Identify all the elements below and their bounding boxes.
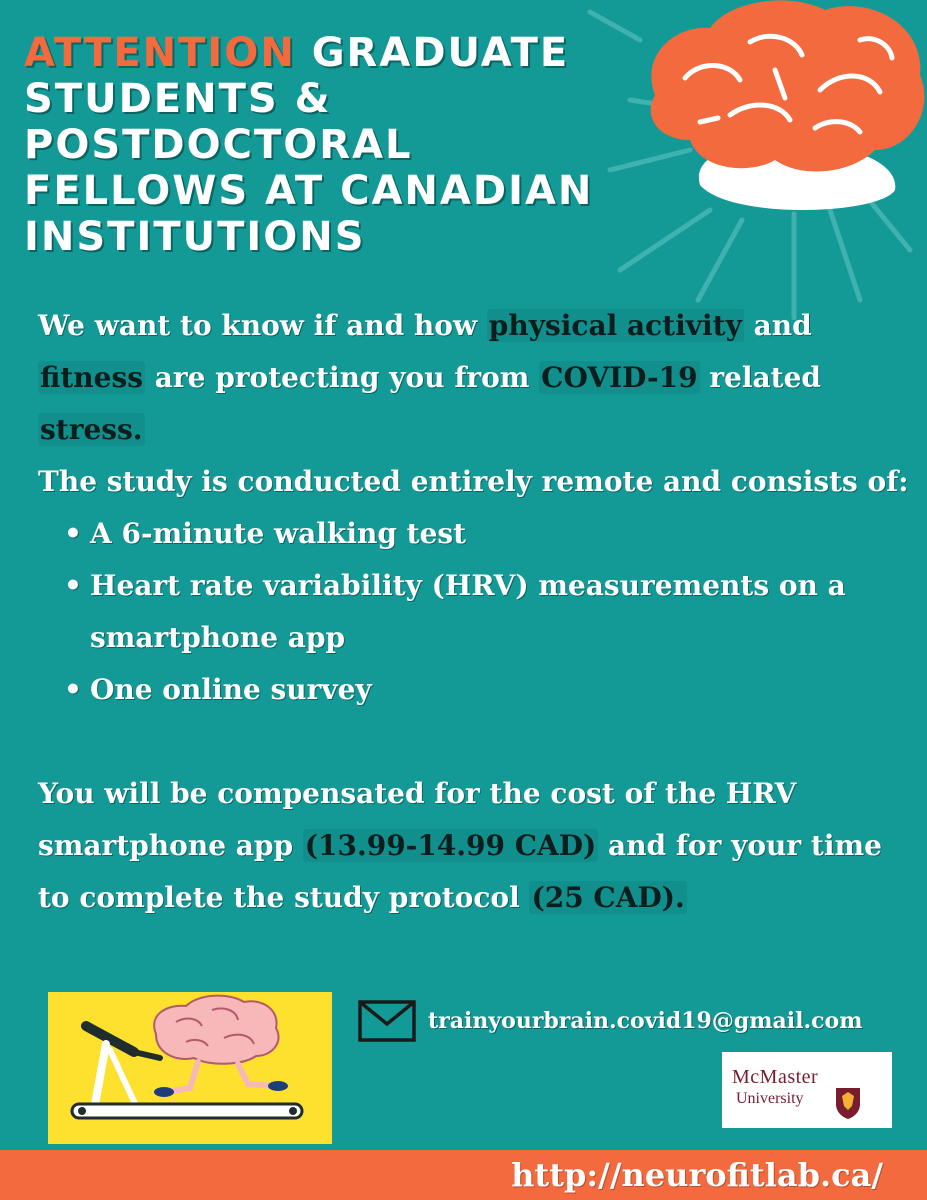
highlight-time-cost: (25 CAD). [531,881,685,914]
envelope-icon [358,1000,416,1042]
study-list [38,508,918,716]
footer-bar [0,1150,927,1200]
compensation-paragraph [38,768,918,924]
list-item: • A 6-minute walking test [90,508,918,560]
highlight-physical-activity: physical activity [488,309,742,342]
highlight-fitness: fitness [40,361,143,394]
compensation-text-2: and for your time to complete the study protocol [38,829,882,914]
highlight-stress: stress. [40,413,143,446]
logo-name: McMaster [732,1066,819,1088]
logo-university: University [736,1090,804,1107]
treadmill-brain-icon [48,992,332,1144]
intro-paragraph [38,300,918,456]
treadmill-illustration [48,992,332,1144]
intro-text-4: related [699,361,821,394]
email-address[interactable]: trainyourbrain.covid19@gmail.com [428,1008,863,1034]
page-title [24,30,644,260]
highlight-covid: COVID-19 [541,361,698,394]
title-rest: GRADUATE STUDENTS & POSTDOCTORAL FELLOWS AT CANADIAN INSTITUTIONS [24,30,594,260]
intro-text-3: are protecting you from [145,361,540,394]
intro-text-2: and [743,309,812,342]
mcmaster-logo [722,1052,892,1128]
flyer-body [38,300,918,924]
list-item: • Heart rate variability (HRV) measurements on a smartphone app [90,560,918,664]
compensation-text-1: You will be compensated for the cost of the HRV smartphone app [38,777,797,862]
title-accent: ATTENTION [24,30,296,76]
highlight-app-cost: (13.99-14.99 CAD) [304,829,597,862]
crest-icon [834,1086,862,1120]
list-item: • One online survey [90,664,918,716]
study-intro: The study is conducted entirely remote and consists of: [38,465,909,498]
contact [358,1000,863,1042]
intro-text-1: We want to know if and how [38,309,487,342]
website-link[interactable]: http://neurofitlab.ca/ [511,1156,883,1194]
